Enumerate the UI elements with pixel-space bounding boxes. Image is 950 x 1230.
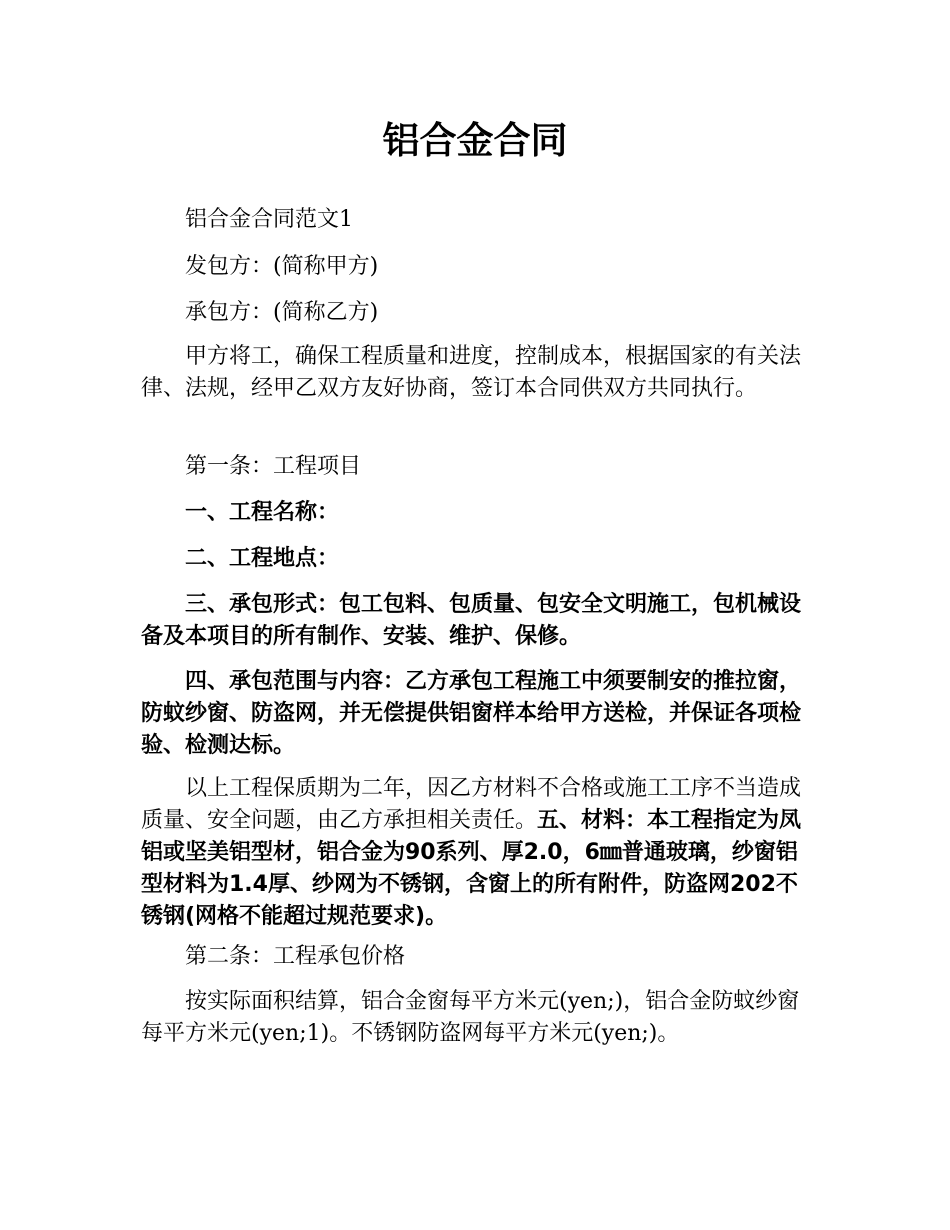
paragraph-contract-sample-heading: 铝合金合同范文1 xyxy=(185,207,353,232)
paragraph-project-name: 一、工程名称： xyxy=(185,500,340,525)
paragraph-pricing: 按实际面积结算，铝合金窗每平方米元(yen;)，铝合金防蚊纱窗每平方米元(yen;1)。不锈钢防盗网每平方米元(yen;)。 xyxy=(141,989,800,1046)
paragraph-party-a: 发包方：(简称甲方) xyxy=(185,254,379,279)
paragraph-article-one-heading: 第一条：工程项目 xyxy=(185,454,362,479)
paragraph-contract-scope: 四、承包范围与内容：乙方承包工程施工中须要制安的推拉窗，防蚊纱窗、防盗网，并无偿提供铝窗样本给甲方送检，并保证各项检验、检测达标。 xyxy=(141,669,802,758)
paragraph-party-b: 承包方：(简称乙方) xyxy=(185,300,379,325)
document-title: 铝合金合同 xyxy=(382,119,568,162)
paragraph-article-two-heading: 第二条：工程承包价格 xyxy=(185,944,406,969)
paragraph-warranty-and-materials xyxy=(141,773,813,933)
materials-text: 五、材料：本工程指定为凤铝或坚美铝型材，铝合金为90系列、厚2.0，6㎜普通玻璃，纱窗铝型材料为1.4厚、纱网为不锈钢，含窗上的所有附件，防盗网202不锈钢(网格不能超过规范要求)。 xyxy=(141,808,802,929)
paragraph-preamble: 甲方将工，确保工程质量和进度，控制成本，根据国家的有关法律、法规，经甲乙双方友好协商，签订本合同供双方共同执行。 xyxy=(141,344,802,401)
warranty-text: 以上工程保质期为二年，因乙方材料不合格或施工工序不当造成质量、安全问题，由乙方承担相关责任。 xyxy=(141,776,802,833)
paragraph-contract-form: 三、承包形式：包工包料、包质量、包安全文明施工，包机械设备及本项目的所有制作、安装、维护、保修。 xyxy=(141,592,802,649)
paragraph-project-location: 二、工程地点： xyxy=(185,546,340,571)
